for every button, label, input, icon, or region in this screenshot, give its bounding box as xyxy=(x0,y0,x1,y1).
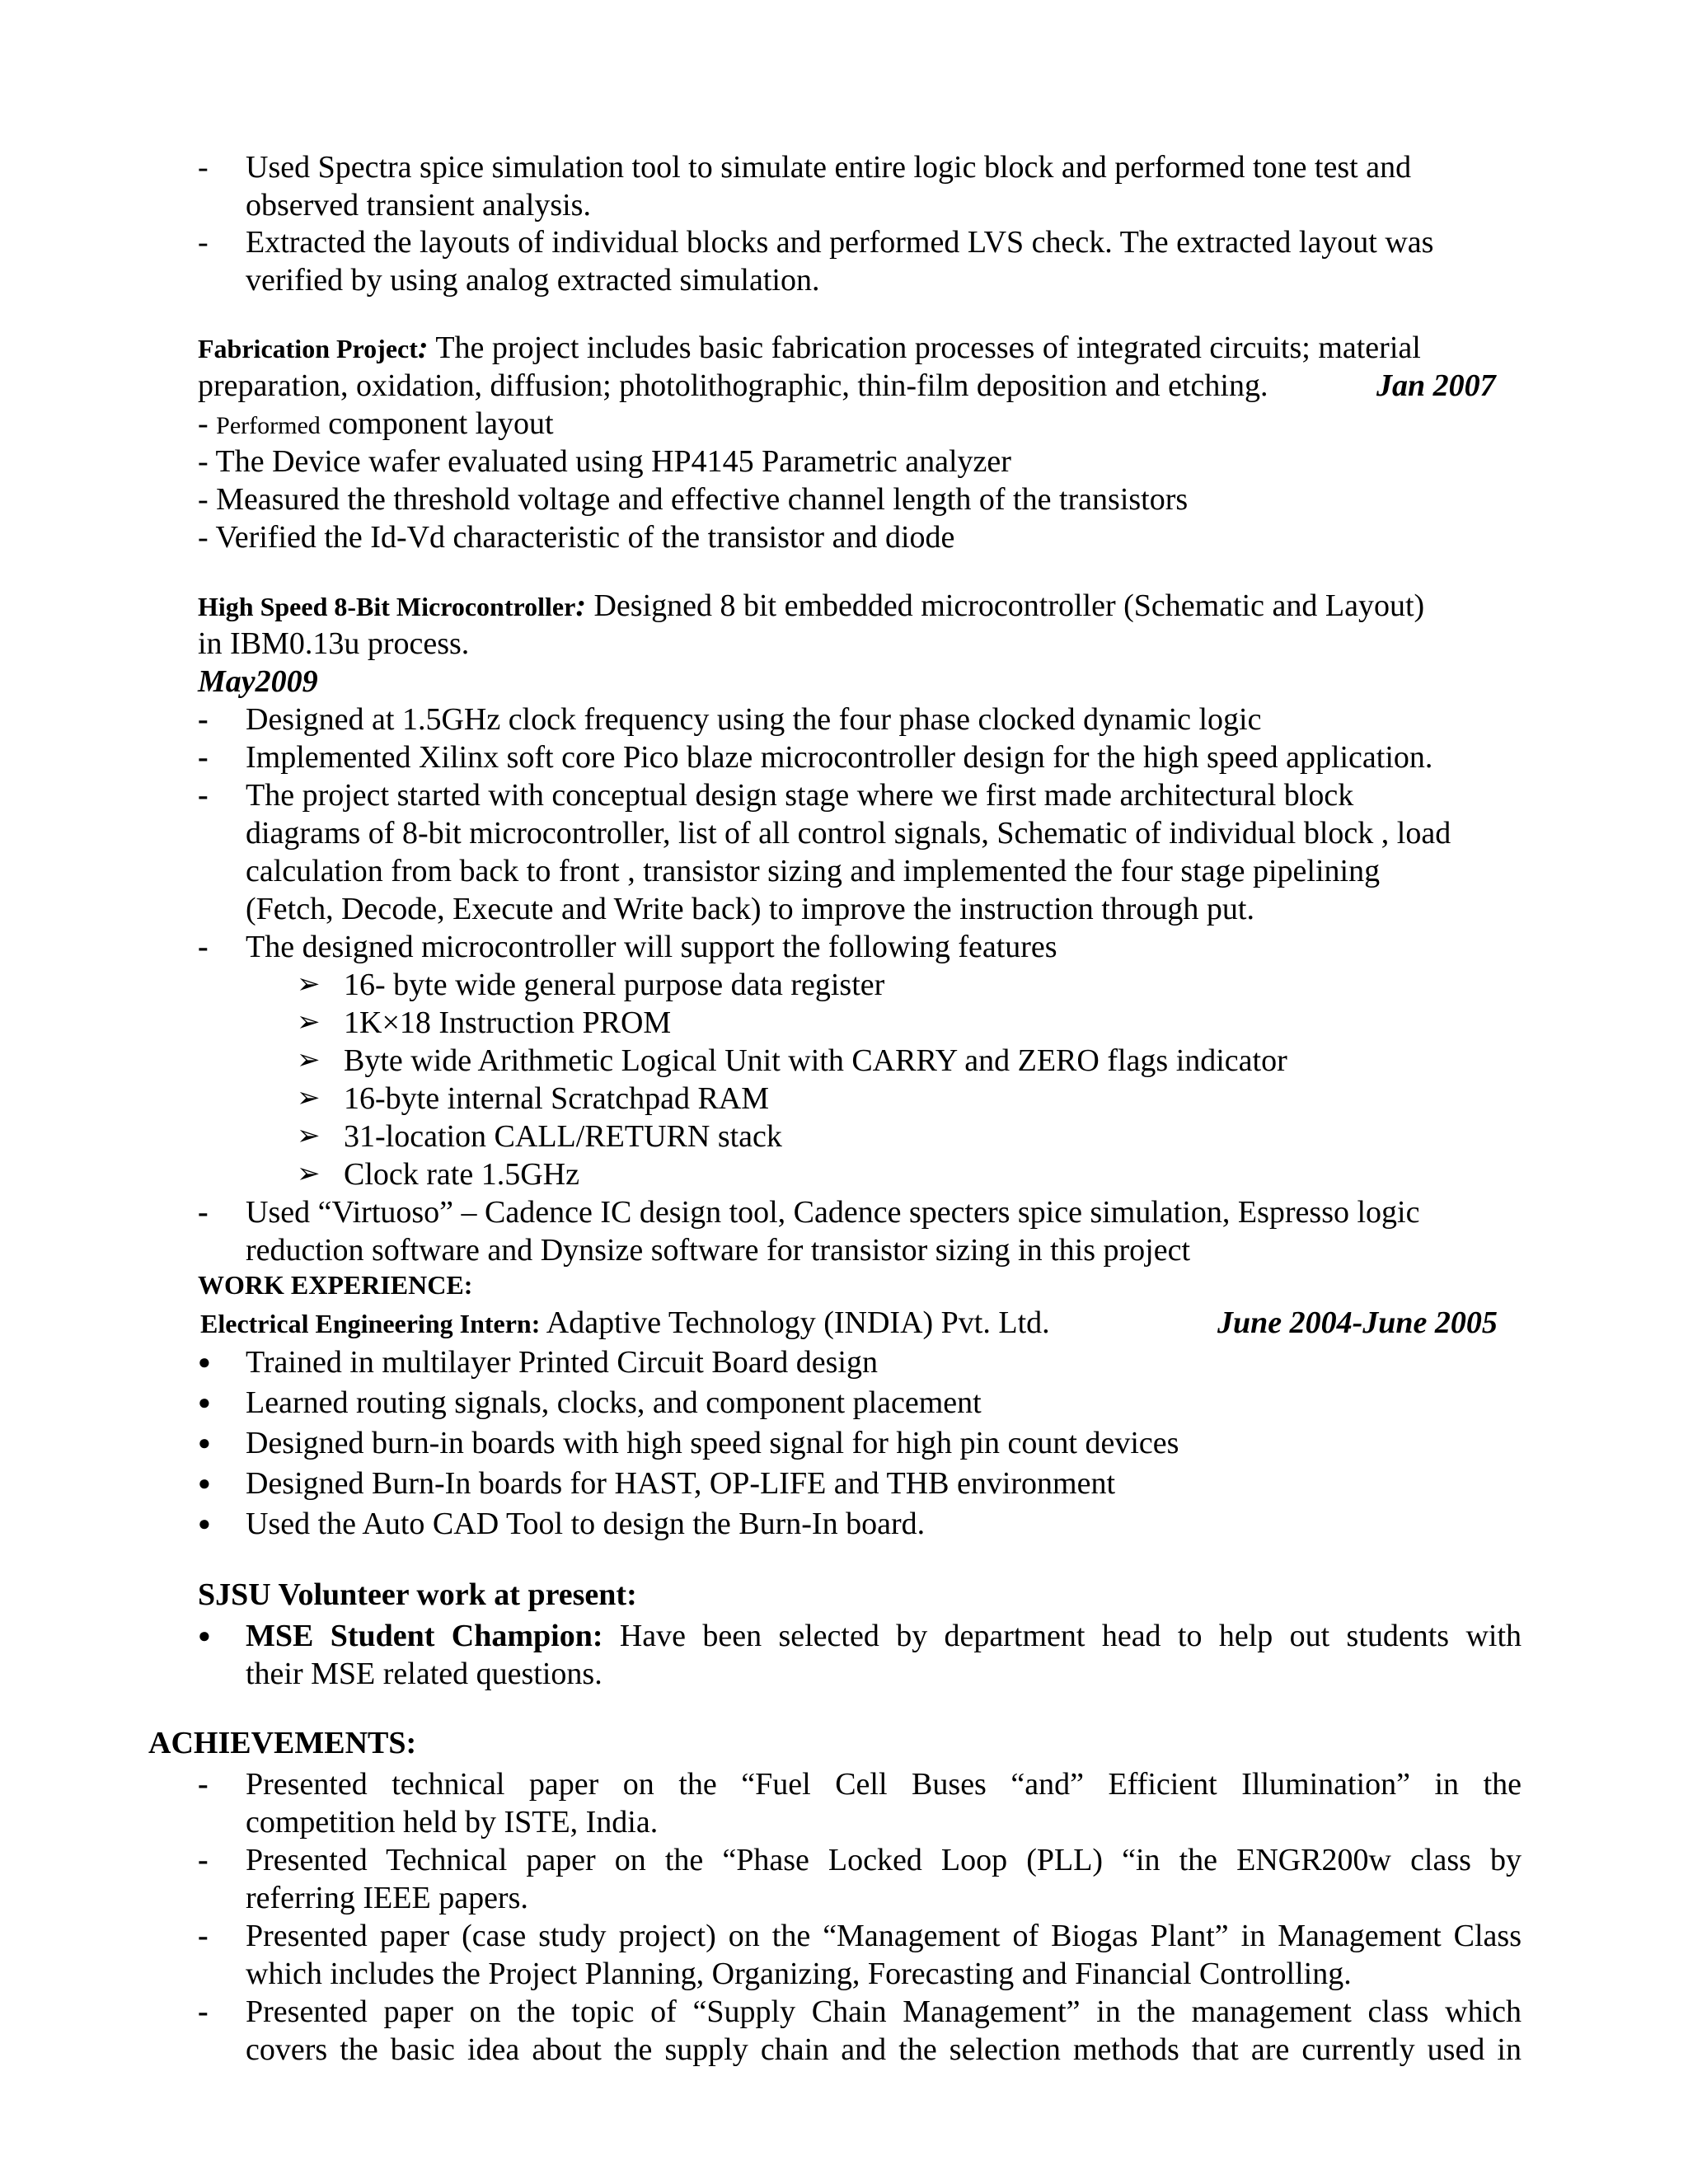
volunteer-heading: SJSU Volunteer work at present: xyxy=(198,1577,637,1612)
volunteer-label: MSE Student Champion: xyxy=(246,1619,603,1653)
dash-marker: - xyxy=(198,1767,209,1802)
micro-title: High Speed 8-Bit Microcontroller xyxy=(198,592,576,621)
spectra-bullet-2-line-2: verified by using analog extracted simulation. xyxy=(246,263,820,298)
dash-marker: - xyxy=(198,778,209,813)
micro-bullet-5-line-2: reduction software and Dynsize software for transistor sizing in this project xyxy=(246,1233,1191,1268)
volunteer-line-2: their MSE related questions. xyxy=(246,1657,603,1691)
fabrication-item-1-rest: component layout xyxy=(320,406,554,441)
achievement-3-line-2: which includes the Project Planning, Organizing, Forecasting and Financial Controlling. xyxy=(246,1957,1352,1991)
bullet-icon: ● xyxy=(198,1511,211,1535)
fabrication-header xyxy=(198,329,1421,368)
dash-marker: - xyxy=(198,930,209,964)
achievement-4-line-1: Presented paper on the topic of “Supply Chain Management” in the management class which xyxy=(246,1994,1522,2029)
feature-item: Byte wide Arithmetic Logical Unit with CARRY and ZERO flags indicator xyxy=(344,1043,1287,1078)
arrow-bullet-icon: ➢ xyxy=(297,1083,321,1113)
fabrication-desc-1: The project includes basic fabrication processes of integrated circuits; material xyxy=(428,330,1421,365)
arrow-bullet-icon: ➢ xyxy=(297,1007,321,1038)
fabrication-item-2: - The Device wafer evaluated using HP4145 Parametric analyzer xyxy=(198,444,1011,479)
spectra-bullet-2-line-1: Extracted the layouts of individual blocks and performed LVS check. The extracted layout was xyxy=(246,225,1434,260)
dash-marker: - xyxy=(198,444,209,479)
feature-item: 1K×18 Instruction PROM xyxy=(344,1005,672,1040)
achievement-1-line-2: competition held by ISTE, India. xyxy=(246,1805,659,1840)
work-item: Learned routing signals, clocks, and component placement xyxy=(246,1385,982,1420)
bullet-icon: ● xyxy=(198,1350,211,1374)
micro-date: May2009 xyxy=(198,664,318,699)
spectra-bullet-1-line-2: observed transient analysis. xyxy=(246,188,591,223)
work-company: Adaptive Technology (INDIA) Pvt. Ltd. xyxy=(540,1305,1050,1340)
dash-marker: - xyxy=(198,520,209,555)
feature-item: 16- byte wide general purpose data register xyxy=(344,968,885,1002)
fabrication-desc-2: preparation, oxidation, diffusion; photolithographic, thin-film deposition and etching. xyxy=(198,368,1268,403)
bullet-icon: ● xyxy=(198,1471,211,1495)
micro-desc-1: Designed 8 bit embedded microcontroller (Schematic and Layout) xyxy=(585,588,1425,623)
arrow-bullet-icon: ➢ xyxy=(297,1045,321,1076)
work-heading: WORK EXPERIENCE: xyxy=(198,1270,473,1300)
micro-bullet-2: Implemented Xilinx soft core Pico blaze microcontroller design for the high speed application. xyxy=(246,740,1433,775)
fabrication-date: Jan 2007 xyxy=(1376,368,1496,403)
feature-item: Clock rate 1.5GHz xyxy=(344,1157,579,1192)
dash-marker: - xyxy=(198,150,209,185)
dash-marker: - xyxy=(198,1843,209,1877)
work-role: Electrical Engineering Intern: xyxy=(200,1309,541,1338)
micro-bullet-4: The designed microcontroller will support the following features xyxy=(246,930,1057,964)
volunteer-text: Have been selected by department head to help out students with xyxy=(603,1619,1522,1653)
volunteer-line-1 xyxy=(246,1617,1522,1655)
dash-marker: - xyxy=(198,1195,209,1230)
dash-marker: - xyxy=(198,740,209,775)
work-item: Designed Burn-In boards for HAST, OP-LIFE and THB environment xyxy=(246,1466,1116,1501)
micro-bullet-3-line-2: diagrams of 8-bit microcontroller, list of all control signals, Schematic of individual block , load xyxy=(246,816,1451,851)
work-role-line xyxy=(200,1304,1050,1343)
arrow-bullet-icon: ➢ xyxy=(297,969,321,1000)
achievement-2-line-1: Presented Technical paper on the “Phase Locked Loop (PLL) “in the ENGR200w class by xyxy=(246,1843,1522,1877)
dash-marker: - xyxy=(198,1919,209,1953)
achievements-heading: ACHIEVEMENTS: xyxy=(148,1726,417,1760)
micro-bullet-5-line-1: Used “Virtuoso” – Cadence IC design tool, Cadence specters spice simulation, Espresso logic xyxy=(246,1195,1420,1230)
achievement-2-line-2: referring IEEE papers. xyxy=(246,1881,528,1915)
micro-header xyxy=(198,587,1424,626)
achievement-3-line-1: Presented paper (case study project) on the “Management of Biogas Plant” in Management Class xyxy=(246,1919,1522,1953)
dash-marker: - xyxy=(198,482,209,517)
micro-bullet-1: Designed at 1.5GHz clock frequency using the four phase clocked dynamic logic xyxy=(246,702,1262,737)
micro-colon: : xyxy=(575,588,586,623)
bullet-icon: ● xyxy=(198,1390,211,1414)
micro-desc-2: in IBM0.13u process. xyxy=(198,626,470,661)
arrow-bullet-icon: ➢ xyxy=(297,1159,321,1189)
fabrication-item-1-small: Performed xyxy=(216,412,321,439)
fabrication-item-4: - Verified the Id-Vd characteristic of the transistor and diode xyxy=(198,520,955,555)
bullet-icon: ● xyxy=(198,1431,211,1455)
work-item: Trained in multilayer Printed Circuit Board design xyxy=(246,1345,878,1380)
fabrication-item-3: - Measured the threshold voltage and effective channel length of the transistors xyxy=(198,482,1189,517)
fabrication-colon: : xyxy=(417,330,429,365)
dash-marker: - xyxy=(198,225,209,260)
arrow-bullet-icon: ➢ xyxy=(297,1121,321,1151)
dash-marker: - xyxy=(198,406,209,441)
work-item: Used the Auto CAD Tool to design the Burn-In board. xyxy=(246,1507,926,1541)
feature-item: 31-location CALL/RETURN stack xyxy=(344,1119,782,1154)
achievement-1-line-1: Presented technical paper on the “Fuel Cell Buses “and” Efficient Illumination” in the xyxy=(246,1767,1522,1802)
micro-bullet-3-line-1: The project started with conceptual design stage where we first made architectural block xyxy=(246,778,1354,813)
fabrication-title: Fabrication Project xyxy=(198,334,418,363)
feature-item: 16-byte internal Scratchpad RAM xyxy=(344,1081,770,1116)
work-item: Designed burn-in boards with high speed signal for high pin count devices xyxy=(246,1426,1179,1460)
micro-bullet-3-line-3: calculation from back to front , transistor sizing and implemented the four stage pipelining xyxy=(246,854,1381,888)
fabrication-item-1 xyxy=(198,405,554,445)
dash-marker: - xyxy=(198,702,209,737)
work-date: June 2004-June 2005 xyxy=(1217,1305,1498,1340)
achievement-4-line-2: covers the basic idea about the supply chain and the selection methods that are currently used in xyxy=(246,2032,1522,2067)
dash-marker: - xyxy=(198,1994,209,2029)
spectra-bullet-1-line-1: Used Spectra spice simulation tool to simulate entire logic block and performed tone test and xyxy=(246,150,1412,185)
micro-bullet-3-line-4: (Fetch, Decode, Execute and Write back) to improve the instruction through put. xyxy=(246,892,1254,926)
bullet-icon: ● xyxy=(198,1624,211,1647)
